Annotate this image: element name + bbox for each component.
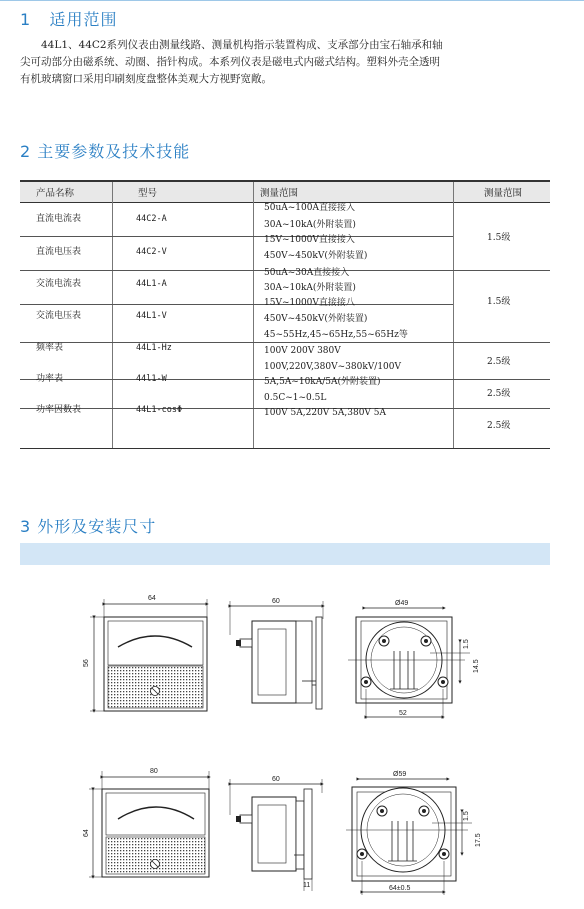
- side-view-small: [230, 598, 323, 709]
- accuracy-grade: 2.5级: [487, 421, 511, 431]
- product-model: 44L1-V: [136, 311, 167, 321]
- dim-offset-2a: 1.5: [463, 811, 470, 821]
- product-model: 44C2-V: [136, 247, 167, 257]
- rear-view-small: [348, 600, 480, 719]
- product-name: 功率表: [36, 374, 64, 384]
- header-grade: 测量范围: [484, 188, 523, 199]
- dim-hole-1: 52: [399, 710, 407, 717]
- measure-range: 50uA~100A直接接入: [264, 203, 355, 213]
- product-name: 交流电压表: [36, 311, 82, 321]
- row-divider: [20, 304, 453, 305]
- measure-range: 100V 200V 380V: [264, 346, 341, 356]
- measure-range: 45~55Hz,45~65Hz,55~65Hz等: [264, 330, 408, 340]
- dim-width-2: 80: [150, 768, 158, 775]
- table-header: [20, 182, 550, 203]
- side-view-large: [230, 776, 322, 891]
- measure-range: 450V~450kV(外附装置): [264, 314, 368, 324]
- front-view-large: [83, 768, 209, 877]
- dimension-drawings: [0, 565, 584, 905]
- intro-line-1: 44L1、44C2系列仪表由测量线路、测量机构指示装置构成、支承部分由宝石轴承和轴: [41, 39, 443, 51]
- product-name: 频率表: [36, 343, 64, 353]
- dim-offset-1b: 14.5: [473, 659, 480, 673]
- header-name: 产品名称: [36, 188, 75, 199]
- dim-depth-1: 60: [272, 598, 280, 605]
- dim-offset-1a: 1.5: [463, 639, 470, 649]
- dim-offset-2b: 17.5: [475, 833, 482, 847]
- dim-base-2: 11: [303, 882, 311, 889]
- measure-range: 0.5C~1~0.5L: [264, 393, 327, 403]
- accuracy-grade: 2.5级: [487, 389, 511, 399]
- product-name: 直流电压表: [36, 247, 82, 257]
- rear-view-large: [346, 771, 482, 895]
- product-model: 44L1-A: [136, 279, 167, 289]
- row-divider: [20, 342, 550, 343]
- section-3-title: 3 外形及安装尺寸: [20, 517, 157, 536]
- dim-width-1: 64: [148, 595, 156, 602]
- measure-range: 5A,5A~10kA/5A(外附装置): [264, 377, 381, 387]
- measure-range: 30A~10kA(外附装置): [264, 283, 356, 293]
- dim-depth-2: 60: [272, 776, 280, 783]
- front-view-small: [83, 595, 207, 711]
- measure-range: 100V 5A,220V 5A,380V 5A: [264, 408, 387, 418]
- measure-range: 15V~1000V直接接八: [264, 298, 355, 308]
- dim-diameter-2: Ø59: [393, 771, 407, 778]
- dim-height-1: 56: [83, 659, 90, 667]
- accuracy-grade: 2.5级: [487, 357, 511, 367]
- row-divider: [20, 236, 453, 237]
- intro-paragraph: [20, 37, 552, 88]
- product-model: 44L1-Hz: [136, 343, 172, 353]
- product-model: 44L1-cosΦ: [136, 405, 183, 415]
- measure-range: 100V,220V,380V~380kV/100V: [264, 362, 401, 372]
- dim-height-2: 64: [83, 829, 90, 837]
- product-name: 功率因数表: [36, 405, 82, 415]
- header-range: 测量范围: [260, 188, 299, 199]
- product-name: 交流电流表: [36, 279, 82, 289]
- measure-range: 15V~1000V直接接入: [264, 235, 355, 245]
- product-name: 直流电流表: [36, 214, 82, 224]
- measure-range: 50uA~30A直接接入: [264, 268, 350, 278]
- section-1-title: 1 适用范围: [20, 10, 118, 29]
- header-model: 型号: [138, 188, 158, 199]
- top-rule: [0, 0, 584, 1]
- accuracy-grade: 1.5级: [487, 297, 511, 307]
- measure-range: 30A~10kA(外附装置): [264, 220, 356, 230]
- section-2-title: 2 主要参数及技术技能: [20, 142, 191, 161]
- product-model: 44l1-W: [136, 374, 167, 384]
- parameter-table: [20, 180, 550, 449]
- measure-range: 450V~450kV(外附装置): [264, 251, 368, 261]
- product-model: 44C2-A: [136, 214, 167, 224]
- intro-line-2: 尖可动部分由磁系统、动圈、指针构成。本系列仪表是磁电式内磁式结构。塑料外壳全透明: [20, 56, 440, 68]
- intro-line-3: 有机玻璃窗口采用印刷刻度盘整体美观大方视野宽敞。: [20, 73, 272, 85]
- dim-hole-2: 64±0.5: [389, 885, 411, 892]
- accuracy-grade: 1.5级: [487, 233, 511, 243]
- drawing-banner: [20, 543, 550, 565]
- dim-diameter-1: Ø49: [395, 600, 409, 607]
